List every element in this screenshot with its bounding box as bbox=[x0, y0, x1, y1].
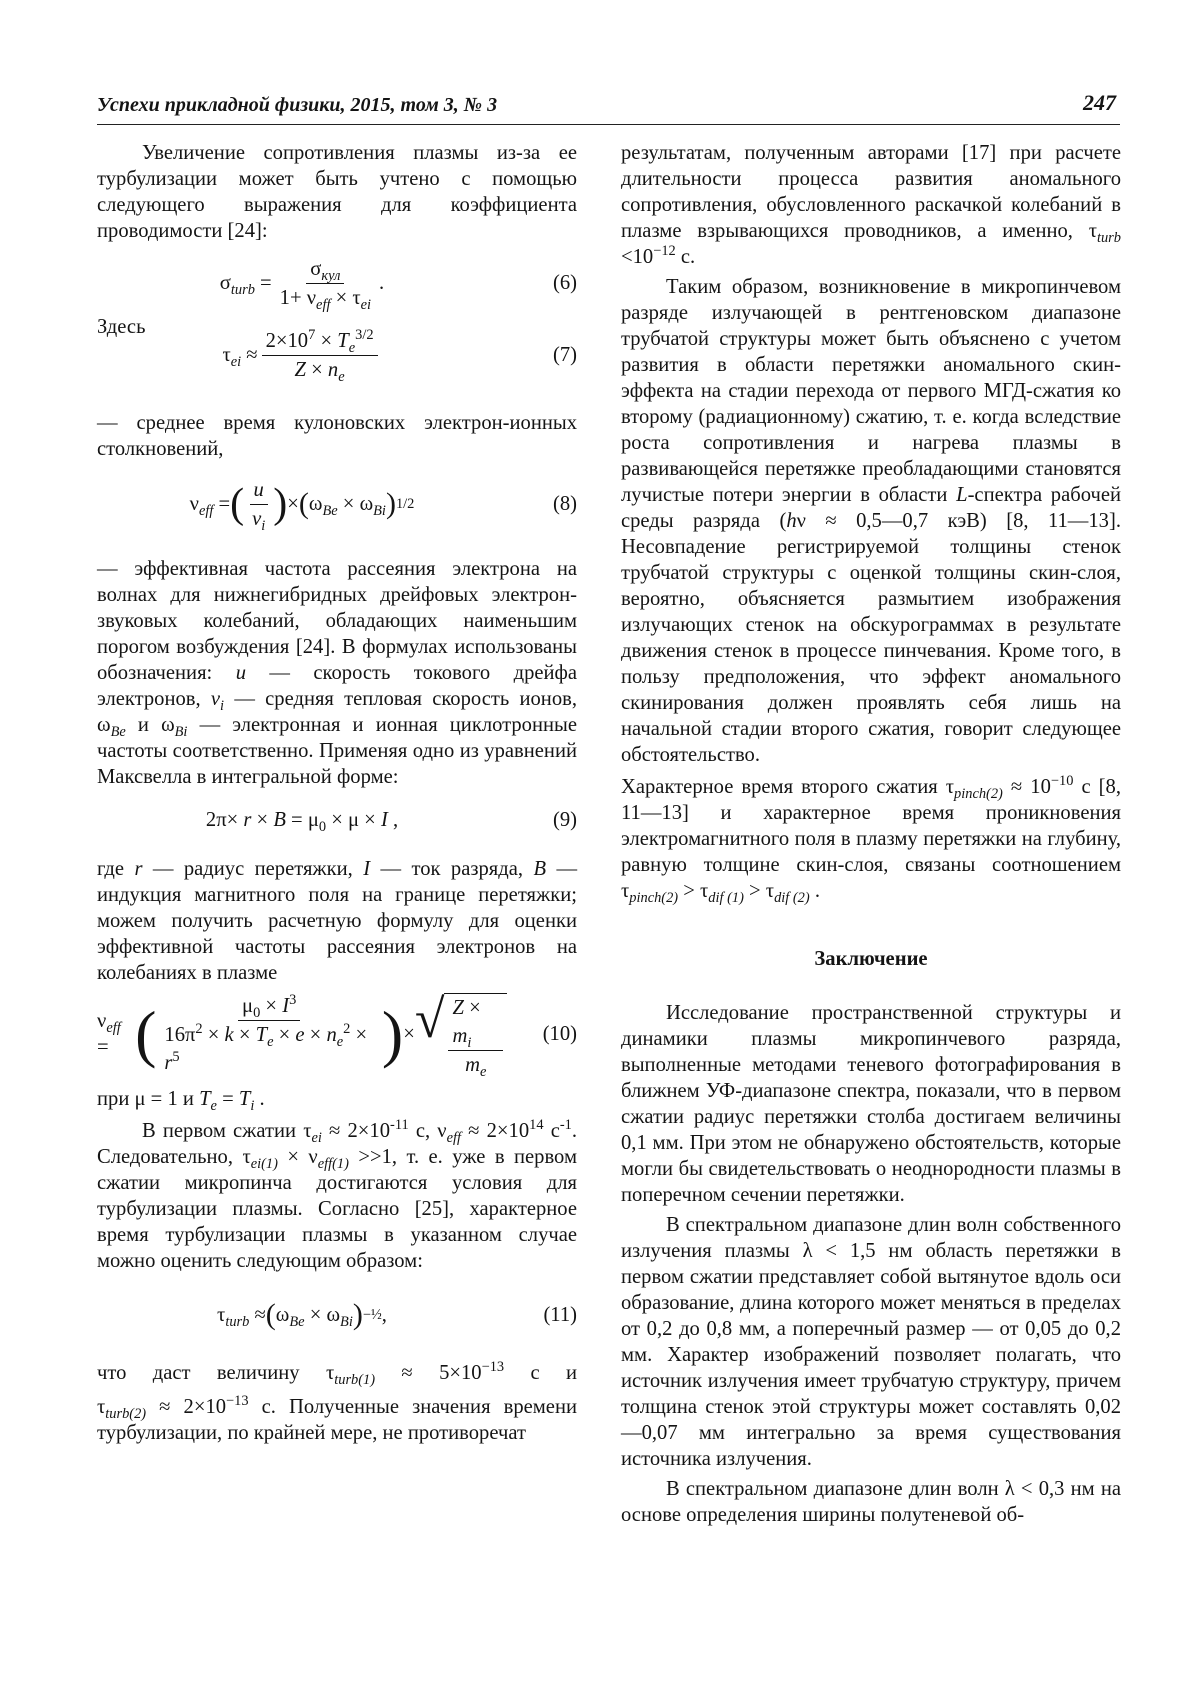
equation-11 bbox=[97, 1274, 577, 1356]
paragraph: — среднее время кулоновских электрон-ионных столкновений, bbox=[97, 412, 577, 460]
running-header bbox=[97, 90, 1120, 120]
equation-formula: $\nu_{eff}$ = ( $\frac{\mu_0 \times I^3}{16\pi^2 \times k \times T_e \times e \times n_e^2 \times r^5}$ ) × √ $\frac{Z \times m_i}{m_e}$ bbox=[97, 986, 507, 1082]
equation-6 bbox=[97, 244, 577, 322]
paragraph: при μ = 1 и $T_e = T_i$ . bbox=[97, 1088, 265, 1115]
equation-number: (8) bbox=[552, 493, 577, 515]
header-rule bbox=[97, 124, 1120, 125]
paragraph: Увеличение сопротивления плазмы из-за ее турбулизации может быть учтено с помощью следующего выражения для коэффициента проводимости [24]: bbox=[97, 142, 577, 242]
paragraph: результатам, полученным авторами [17] при расчете длительности процесса развития аномального сопротивления, обусловленного раскачкой колебаний в плазме взрывающихся проводников, а именно, $\tau_{turb} <10^{-12}$ с. bbox=[621, 142, 1121, 268]
equation-formula: $\tau_{ei}$ ≈ $\frac{2\times 10^7 \times T_e^{3/2}}{Z \times n_e}$ bbox=[97, 320, 507, 390]
paragraph: Таким образом, возникновение в микропинчевом разряде излучающей в рентгеновском диапазоне трубчатой структуры может быть объяснено с учетом развития в области перетяжки аномального скин-эффекта на стадии перехода от первого МГД-сжатия ко второму (радиационному) сжатию, т. е. когда вследствие роста сопротивления и нагрева плазмы в развивающейся перетяжке преобладающими становятся лучистые потери энергии в области L-спектра рабочей среды разряда (hν ≈ 0,5—0,7 кэВ) [8, 11—13]. Несовпадение регистрируемой толщины стенок трубчатой структуры с оценкой толщины скин-слоя, вероятно, объясняется размытием изображения излучающих стенок на обскурограммах в результате движения стенок в процессе пинчевания. Кроме того, в пользу предположения, что эффект аномального скинирования должен проявлять себя лишь на начальной стадии второго сжатия, говорит следующее обстоятельство. bbox=[621, 276, 1121, 766]
equation-9 bbox=[97, 790, 577, 850]
equation-10 bbox=[97, 986, 577, 1082]
paragraph: Исследование пространственной структуры и динамики плазмы микропинчевого разряда, выполненные методами теневого фотографирования в ближнем УФ-диапазоне спектра, показали, что в первом сжатии радиус перетяжки столба достигаем величины 0,1 мм. При этом не обнаружено обстоятельств, которые могли бы свидетельствовать о неоднородности плазмы в поперечном сечении перетяжки. bbox=[621, 1002, 1121, 1206]
section-heading: Заключение bbox=[814, 948, 928, 970]
equation-formula: $\sigma_{turb}$ = $\frac{\sigma_{кул}}{1+ \nu_{eff} \times \tau_{ei}}$ . bbox=[97, 244, 507, 322]
equation-number: (9) bbox=[552, 809, 577, 831]
equation-number: (11) bbox=[543, 1304, 577, 1326]
paragraph: В спектральном диапазоне длин волн λ < 0,3 нм на основе определения ширины полутеневой об- bbox=[621, 1478, 1121, 1526]
paragraph: — эффективная частота рассеяния электрона на волнах для нижнегибридных дрейфовых электрон-звуковых колебаний, обладающих наименьшим порогом возбуждения [24]. В формулах использованы обозначения: u — скорость токового дрейфа электронов, $v_i$ — средняя тепловая скорость ионов, $\omega_{Be}$ и $\omega_{Bi}$ — электронная и ионная циклотронные частоты соответственно. Применяя одно из уравнений Максвелла в интегральной форме: bbox=[97, 558, 578, 788]
equation-7 bbox=[97, 320, 577, 390]
equation-formula: $2\pi\times r \times B = \mu_0 \times \mu \times I$ , bbox=[205, 809, 399, 836]
paragraph: Характерное время второго сжатия $\tau_{pinch(2)} \approx 10^{-10}$ с [8, 11—13] и характерное время проникновения электромагнитного поля в плазму перетяжки на глубину, равную толщине скин-слоя, связаны соотношением $\tau_{pinch(2)} > \tau_{dif (1)} > \tau_{dif (2)}$ . bbox=[621, 773, 1121, 907]
paragraph: В спектральном диапазоне длин волн собственного излучения плазмы λ < 1,5 нм область перетяжки в первом сжатии представляет собой вытянутое вдоль оси образование, длина которого может меняться в пределах от 0,2 до 0,8 мм, а поперечный размер — от 0,05 до 0,2 мм. Характер изображений позволяет полагать, что источник излучения имеет трубчатую структуру, причем толщина стенок этой структуры может составлять 0,02—0,07 мм интегрально за время существования источника излучения. bbox=[621, 1214, 1121, 1470]
equation-formula: $\nu_{eff}$ = ( $\frac{u}{v_i}$ ) × ( $\omega_{Be} \times \omega_{Bi}$ ) 1/2 bbox=[97, 462, 507, 546]
journal-title: Успехи прикладной физики, 2015, том 3, № 3 bbox=[97, 94, 498, 116]
left-column bbox=[97, 140, 577, 1446]
paragraph: В первом сжатии $\tau_{ei} \approx 2\times 10^{-11}$ с, $\nu_{eff} \approx 2\times 10^{14}$ $с^{-1}$. Следовательно, $\tau_{ei(1)} \times \nu_{eff(1)} >>1$, т. е. уже в первом сжатии микропинча достигаются условия для турбулизации плазмы. Согласно [25], характерное время турбулизации плазмы в указанном случае можно оценить следующим образом: bbox=[97, 1117, 578, 1272]
page-number: 247 bbox=[1083, 90, 1116, 115]
equation-8 bbox=[97, 462, 577, 546]
right-column bbox=[621, 140, 1121, 1528]
equation-number: (10) bbox=[542, 1023, 577, 1045]
equation-number: (7) bbox=[552, 344, 577, 366]
equation-number: (6) bbox=[552, 272, 577, 294]
paragraph: $\tau_{turb(2)} \approx 2\times 10^{-13}$ с. Полученные значения времени турбулизации, по крайней мере, не противоречат bbox=[97, 1393, 577, 1444]
equation-formula: $\tau_{turb}$ ≈ ( $\omega_{Be} \times \omega_{Bi}$ ) −½ , bbox=[217, 1298, 387, 1331]
paragraph: Здесь bbox=[97, 316, 146, 338]
paragraph: что даст величину $\tau_{turb(1)} \approx 5\times 10^{-13}$ с и bbox=[97, 1359, 577, 1389]
paragraph: где r — радиус перетяжки, I — ток разряда, B — индукция магнитного поля на границе перетяжки; можем получить расчетную формулу для оценки эффективной частоты рассеяния электронов на колебаниях в плазме bbox=[97, 858, 578, 984]
